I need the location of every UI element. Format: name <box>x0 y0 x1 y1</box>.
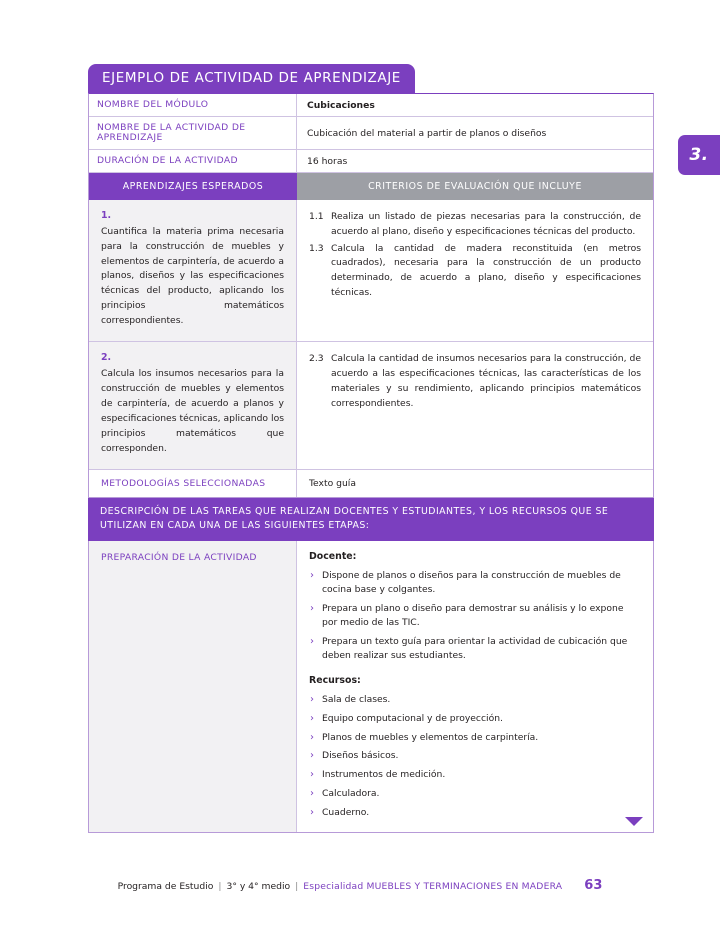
activity-example-block <box>88 64 654 833</box>
activity-duration-value: 16 horas <box>307 155 348 167</box>
criterion-code: 2.3 <box>309 353 324 365</box>
learning-outcomes-header: APRENDIZAJES ESPERADOS <box>89 173 297 200</box>
list-item: › Prepara un texto guía para orientar la actividad de cubicación que deben realizar sus estudiantes. <box>309 635 641 664</box>
criterion-item <box>309 242 641 302</box>
learning-outcome-text: Calcula los insumos necesarios para la construcción de muebles y elementos de carpintería, de acuerdo a planos y especificaciones técnicas, aplicando los principios matemáticos que corresponden. <box>101 368 284 454</box>
column-headers <box>89 173 653 200</box>
list-item: › Equipo computacional y de proyección. <box>309 712 641 726</box>
activity-title-label: EJEMPLO DE ACTIVIDAD DE APRENDIZAJE <box>102 70 401 86</box>
learning-outcome-cell <box>89 200 297 341</box>
resources-list <box>309 693 641 820</box>
table-row <box>89 342 653 469</box>
criterion-text: Calcula la cantidad de madera reconstituida (en metros cuadrados), necesaria para la construcción de un producto determinado, de acuerdo a plano, diseño y especificaciones técnicas. <box>331 242 641 299</box>
list-item: › Instrumentos de medición. <box>309 768 641 782</box>
tasks-description-banner: DESCRIPCIÓN DE LAS TAREAS QUE REALIZAN DOCENTES Y ESTUDIANTES, Y LOS RECURSOS QUE SE UTILIZAN EN CADA UNA DE LAS SIGUIENTES ETAPAS: <box>88 498 654 541</box>
criteria-cell <box>297 342 653 468</box>
list-item: › Diseños básicos. <box>309 749 641 763</box>
table-row <box>89 94 653 117</box>
criterion-code: 1.1 <box>309 210 324 222</box>
criterion-item <box>309 210 641 240</box>
footer-separator: | <box>295 881 299 892</box>
list-item: › Dispone de planos o diseños para la construcción de muebles de cocina base y colgantes. <box>309 569 641 598</box>
activity-title-tab <box>88 64 415 93</box>
teacher-heading: Docente: <box>309 550 357 562</box>
section-number-tab <box>678 135 720 175</box>
criterion-text: Realiza un listado de piezas necesarias para la construcción, de acuerdo al plano, diseño y especificaciones técnicas del producto. <box>331 210 641 237</box>
footer-separator: | <box>218 881 222 892</box>
table-row <box>89 117 653 150</box>
footer-specialty: Especialidad MUEBLES Y TERMINACIONES EN MADERA <box>303 881 563 892</box>
footer-program: Programa de Estudio <box>117 881 214 892</box>
list-item: › Prepara un plano o diseño para demostrar su análisis y lo expone por medio de las TIC. <box>309 602 641 631</box>
learning-outcome-cell <box>89 342 297 468</box>
activity-duration-label: DURACIÓN DE LA ACTIVIDAD <box>89 150 297 172</box>
module-name-label: NOMBRE DEL MÓDULO <box>89 94 297 116</box>
methodology-value: Texto guía <box>309 477 356 489</box>
activity-table <box>88 93 654 498</box>
learning-outcome-number: 2. <box>101 352 112 364</box>
stage-label: PREPARACIÓN DE LA ACTIVIDAD <box>89 541 297 833</box>
criterion-item <box>309 352 641 412</box>
table-row <box>89 541 653 833</box>
list-item: › Cuaderno. <box>309 806 641 820</box>
task-table <box>88 541 654 834</box>
continues-down-arrow-icon <box>625 817 643 826</box>
learning-outcome-text: Cuantifica la materia prima necesaria para la construcción de muebles y elementos de carpintería, de acuerdo a planos, diseños y las especificaciones técnicas del producto, aplicando los principios matemáticos correspondientes. <box>101 225 284 327</box>
criterion-text: Calcula la cantidad de insumos necesarios para la construcción, de acuerdo a las especificaciones técnicas, las características de los materiales y su rendimiento, aplicando principios matemáticos correspondientes. <box>331 353 641 409</box>
footer-level: 3° y 4° medio <box>226 881 291 892</box>
page-footer <box>0 878 720 893</box>
section-number-label: 3. <box>689 145 709 165</box>
learning-outcome-number: 1. <box>101 209 112 221</box>
activity-name-value: Cubicación del material a partir de planos o diseños <box>307 127 547 139</box>
criterion-code: 1.3 <box>309 242 324 254</box>
stage-content <box>297 541 653 833</box>
module-name-value: Cubicaciones <box>307 99 375 111</box>
list-item: › Planos de muebles y elementos de carpintería. <box>309 731 641 745</box>
teacher-task-list <box>309 569 641 664</box>
table-row <box>89 470 653 497</box>
page-number: 63 <box>584 878 603 893</box>
table-row <box>89 150 653 173</box>
criteria-cell <box>297 200 653 341</box>
methodology-label: METODOLOGÍAS SELECCIONADAS <box>89 470 297 497</box>
list-item: › Sala de clases. <box>309 693 641 707</box>
list-item: › Calculadora. <box>309 787 641 801</box>
evaluation-criteria-header: CRITERIOS DE EVALUACIÓN QUE INCLUYE <box>297 173 653 200</box>
resources-heading: Recursos: <box>309 675 361 687</box>
activity-name-label: NOMBRE DE LA ACTIVIDAD DE APRENDIZAJE <box>89 117 297 149</box>
table-row <box>89 200 653 342</box>
